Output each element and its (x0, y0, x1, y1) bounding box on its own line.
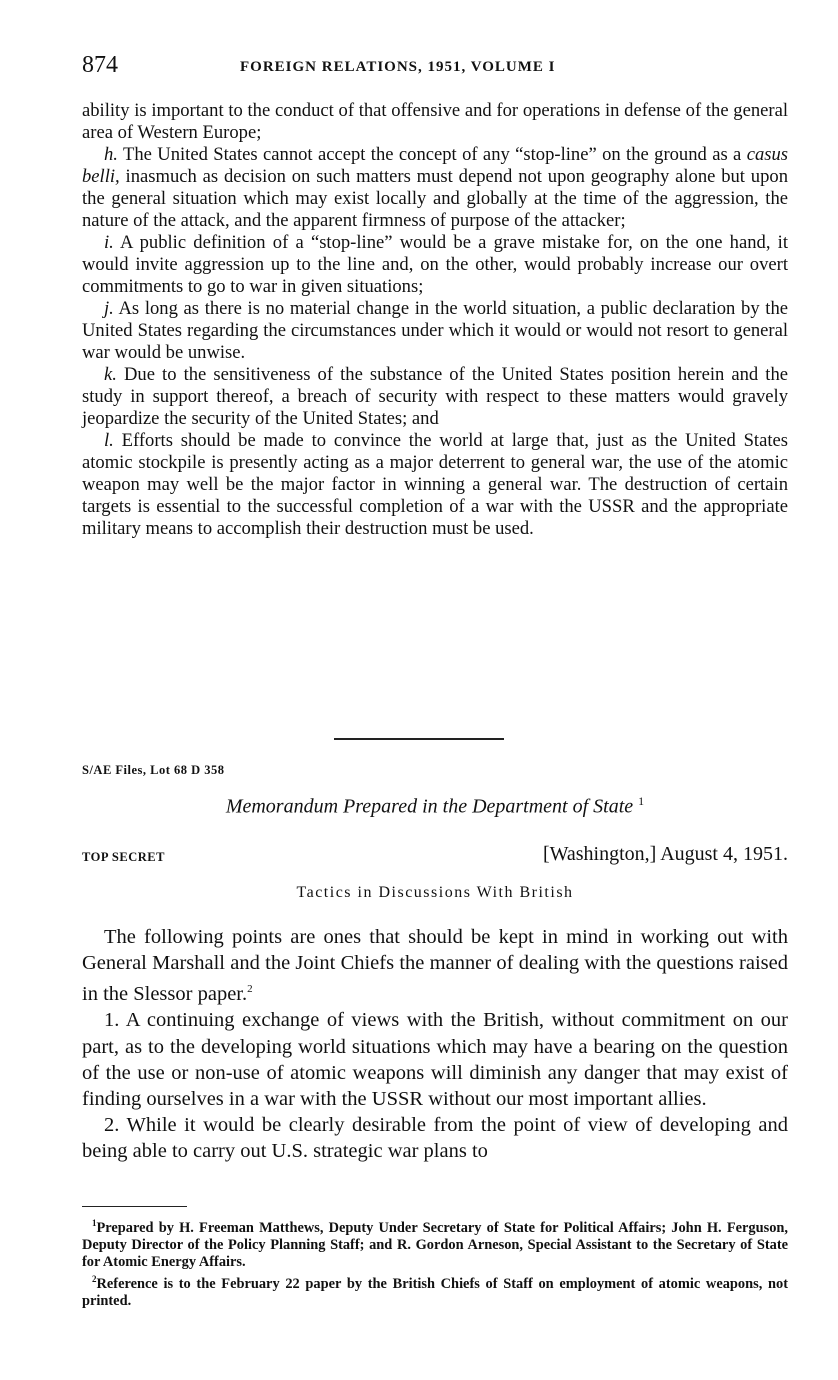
paragraph-text: inasmuch as decision on such matters must depend not upon geography alone but upon the general situation which may exist locally and globally at the time of the aggression, the nature of the attack, and the apparent firmness of purpose of the attacker; (82, 166, 788, 231)
paragraph-text: The United States cannot accept the concept of any “stop-line” on the ground as a (123, 144, 742, 165)
paragraph-text: The following points are ones that should be kept in mind in working out with General Marshall and the Joint Chiefs the manner of dealing with the questions raised in the Slessor paper. (82, 926, 788, 1006)
paragraph-text: A public definition of a “stop-line” would be a grave mistake for, on the one hand, it would invite aggression up to the line and, on the other, would probably increase our overt commitments to go to war in given situations; (82, 232, 789, 297)
paragraph-text: As long as there is no material change in the world situation, a public declaration by the United States regarding the circumstances under which it would or would not resort to general war would be unwise. (82, 298, 789, 363)
item-label: j. (104, 298, 114, 319)
paragraph-l (82, 430, 788, 540)
point-2: 2. While it would be clearly desirable from the point of view of developing and being able to carry out U.S. strategic war plans to (82, 1114, 788, 1163)
continued-text (82, 100, 788, 540)
file-reference: S/AE Files, Lot 68 D 358 (82, 763, 225, 777)
footnote-marker: 2 (247, 983, 253, 996)
footnote-marker: 1 (638, 794, 645, 808)
paragraph-j (82, 298, 788, 364)
memo-title-text: Memorandum Prepared in the Department of State (225, 795, 634, 818)
running-title: FOREIGN RELATIONS, 1951, VOLUME I (240, 59, 556, 75)
page-number: 874 (82, 52, 118, 78)
paragraph-i (82, 232, 788, 298)
emphasis-text: casus belli, (82, 144, 789, 187)
item-label: k. (104, 364, 117, 385)
paragraph-text: Due to the sensitiveness of the substance of the United States position herein and the study in support thereof, a breach of security with respect to these matters would gravely jeopardize the security of the United States; and (82, 364, 789, 429)
memo-title (82, 794, 788, 819)
page-header (82, 52, 788, 82)
dateline: [Washington,] August 4, 1951. (542, 843, 788, 865)
item-label: i. (104, 232, 114, 253)
point-1: 1. A continuing exchange of views with the British, without commitment on our part, as to the developing world situations which may have a bearing on the question of the use or non-use of atomic weapons will diminish any danger that may exist of finding ourselves in a war with the USSR without our most important allies. (82, 1009, 788, 1111)
subject-heading: Tactics in Discussions With British (296, 884, 574, 901)
footnote-text: Reference is to the February 22 paper by the British Chiefs of Staff on employment of atomic weapons, not printed. (82, 1275, 788, 1309)
footnote-text: Prepared by H. Freeman Matthews, Deputy Under Secretary of State for Political Affairs; John H. Ferguson, Deputy Director of the Policy Planning Staff; and R. Gordon Arneson, Special Assistant to the Secretary of State for Atomic Energy Affairs. (82, 1219, 788, 1270)
item-label: h. (104, 144, 118, 165)
section-divider (334, 738, 504, 740)
paragraph-h (82, 144, 788, 232)
footnotes (82, 1215, 788, 1310)
paragraph-k (82, 364, 788, 430)
memo-body (82, 924, 788, 1165)
classification-label: TOP SECRET (82, 850, 165, 864)
footnote-divider (82, 1206, 187, 1207)
paragraph-g-continued: ability is important to the conduct of that offensive and for operations in defense of the general area of Western Europe; (82, 100, 788, 143)
footnote-marker: 2 (92, 1273, 97, 1284)
item-label: l. (104, 430, 114, 451)
footnote-2 (82, 1271, 788, 1310)
footnote-1 (82, 1215, 788, 1271)
intro-paragraph (82, 924, 788, 1007)
footnote-marker: 1 (92, 1218, 97, 1228)
paragraph-text: Efforts should be made to convince the world at large that, just as the United States atomic stockpile is presently acting as a major deterrent to general war, the use of the atomic weapon may well be the major factor in winning a general war. The destruction of certain targets is essential to the successful completion of a war with the USSR and the appropriate military means to accomplish their destruction must be used. (82, 430, 788, 539)
